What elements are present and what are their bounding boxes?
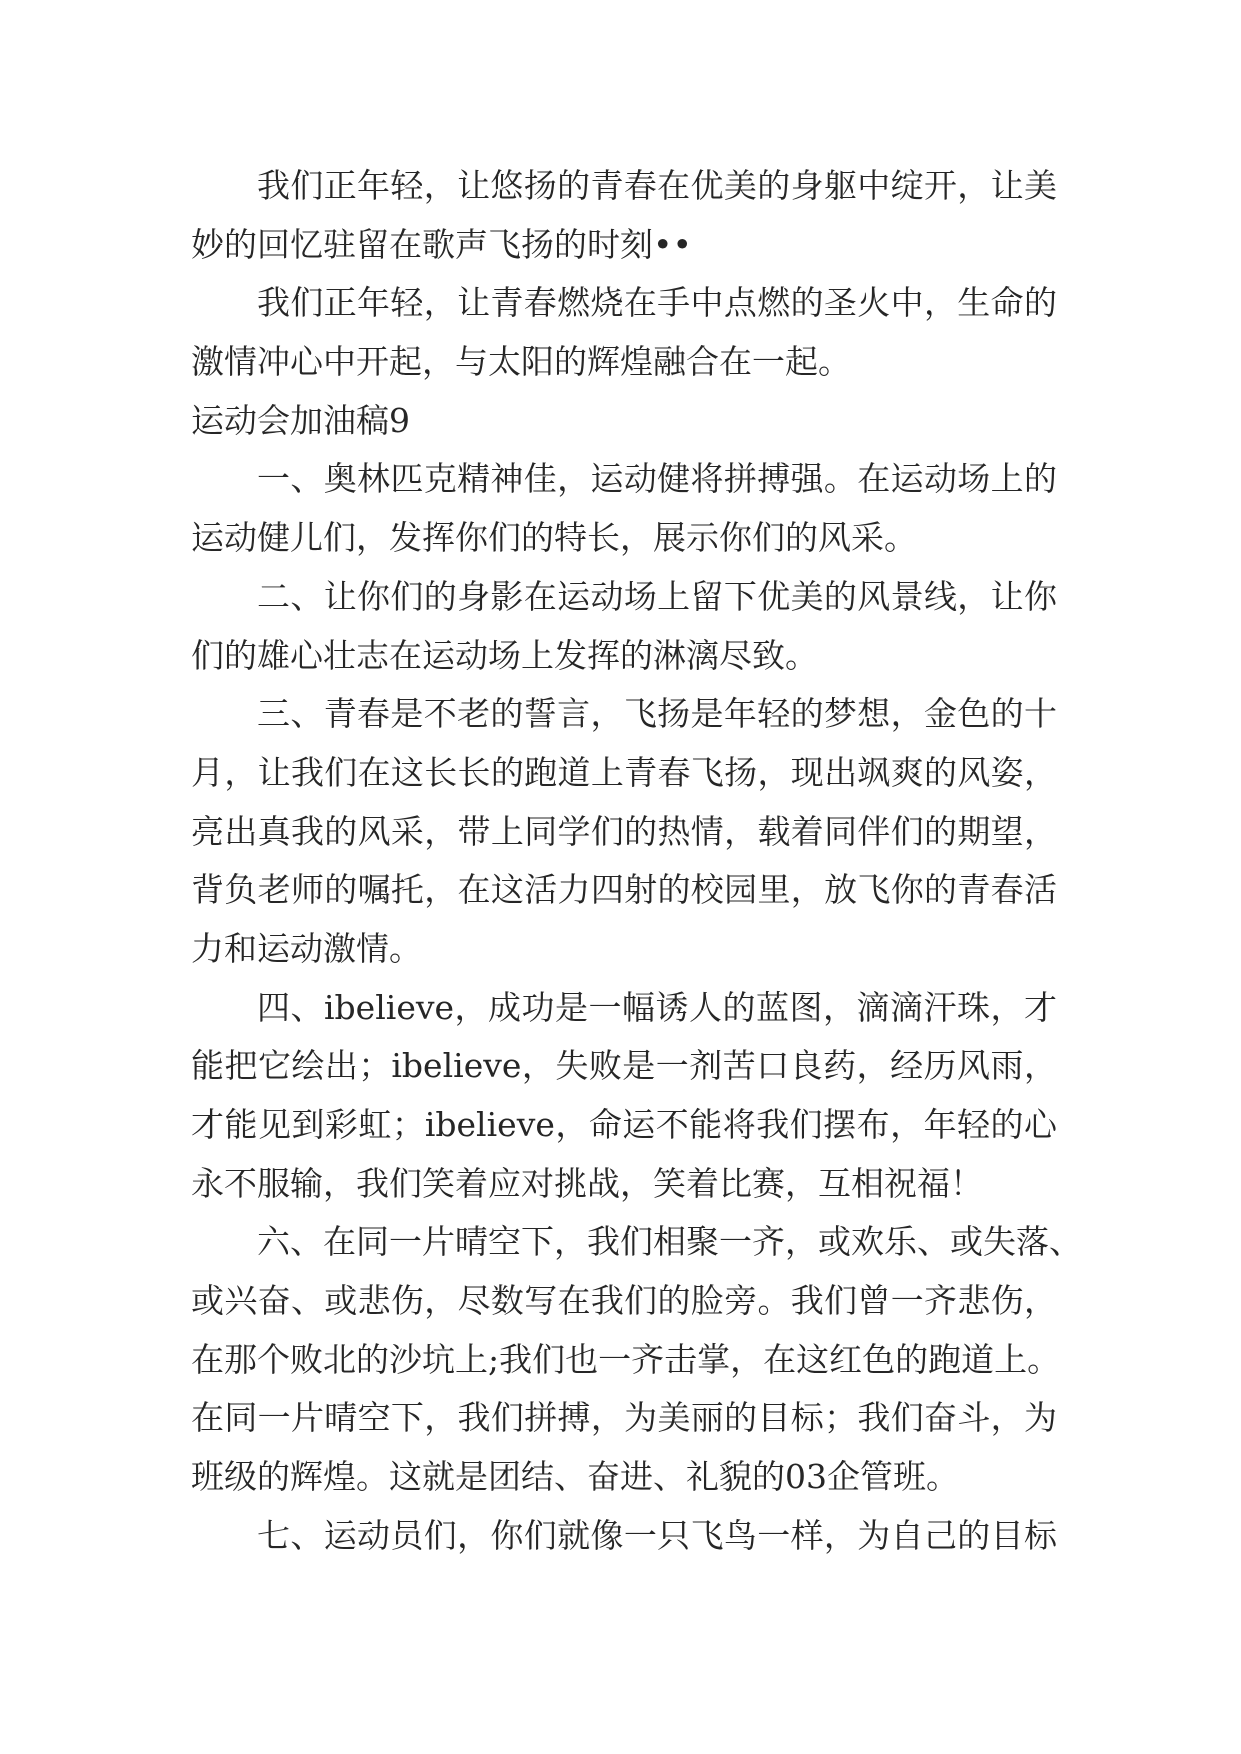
body-paragraph — [191, 1213, 1082, 1506]
section-heading — [191, 392, 1057, 451]
document-body — [191, 157, 1082, 1566]
paragraph-line: 七、运动员们，你们就像一只飞鸟一样，为自己的目标 — [257, 1515, 1057, 1555]
paragraph-line: 才能见到彩虹；ibelieve，命运不能将我们摆布，年轻的心 — [191, 1105, 1057, 1144]
body-paragraph — [191, 568, 1057, 685]
paragraph-line: 妙的回忆驻留在歌声飞扬的时刻•• — [191, 224, 692, 264]
intro-paragraph — [191, 157, 1057, 274]
paragraph-line: 在那个败北的沙坑上;我们也一齐击掌，在这红色的跑道上。 — [191, 1339, 1061, 1379]
paragraph-line: 背负老师的嘱托，在这活力四射的校园里，放飞你的青春活 — [191, 870, 1057, 910]
intro-paragraph — [191, 274, 1057, 391]
paragraph-line: 或兴奋、或悲伤，尽数写在我们的脸旁。我们曾一齐悲伤， — [191, 1281, 1057, 1321]
body-paragraph — [191, 685, 1057, 978]
paragraph-line: 三、青春是不老的誓言，飞扬是年轻的梦想，金色的十 — [257, 694, 1057, 734]
paragraph-line: 能把它绘出；ibelieve，失败是一剂苦口良药，经历风雨， — [191, 1046, 1057, 1086]
paragraph-line: 永不服输，我们笑着应对挑战，笑着比赛，互相祝福！ — [191, 1163, 983, 1203]
paragraph-line: 我们正年轻，让悠扬的青春在优美的身躯中绽开，让美 — [257, 166, 1057, 205]
body-paragraph — [191, 979, 1057, 1214]
paragraph-line: 激情冲心中开起，与太阳的辉煌融合在一起。 — [191, 342, 851, 382]
paragraph-line: 运动健儿们，发挥你们的特长，展示你们的风采。 — [191, 518, 917, 558]
paragraph-line: 月，让我们在这长长的跑道上青春飞扬，现出飒爽的风姿， — [191, 752, 1057, 792]
paragraph-line: 六、在同一片晴空下，我们相聚一齐，或欢乐、或失落、 — [257, 1222, 1082, 1262]
paragraph-line: 四、ibelieve，成功是一幅诱人的蓝图，滴滴汗珠，才 — [257, 987, 1057, 1027]
paragraph-line: 亮出真我的风采，带上同学们的热情，载着同伴们的期望， — [191, 811, 1057, 851]
body-paragraph — [191, 1507, 1057, 1566]
paragraph-line: 在同一片晴空下，我们拼搏，为美丽的目标；我们奋斗，为 — [191, 1398, 1057, 1438]
paragraph-line: 我们正年轻，让青春燃烧在手中点燃的圣火中，生命的 — [257, 283, 1057, 323]
paragraph-line: 一、奥林匹克精神佳，运动健将拼搏强。在运动场上的 — [257, 459, 1057, 499]
body-paragraph — [191, 450, 1057, 567]
paragraph-line: 二、让你们的身影在运动场上留下优美的风景线，让你 — [257, 576, 1057, 616]
paragraph-line: 班级的辉煌。这就是团结、奋进、礼貌的03企管班。 — [191, 1457, 959, 1497]
paragraph-line: 们的雄心壮志在运动场上发挥的淋漓尽致。 — [191, 635, 818, 675]
heading-text: 运动会加油稿9 — [191, 400, 410, 440]
paragraph-line: 力和运动激情。 — [191, 928, 422, 968]
